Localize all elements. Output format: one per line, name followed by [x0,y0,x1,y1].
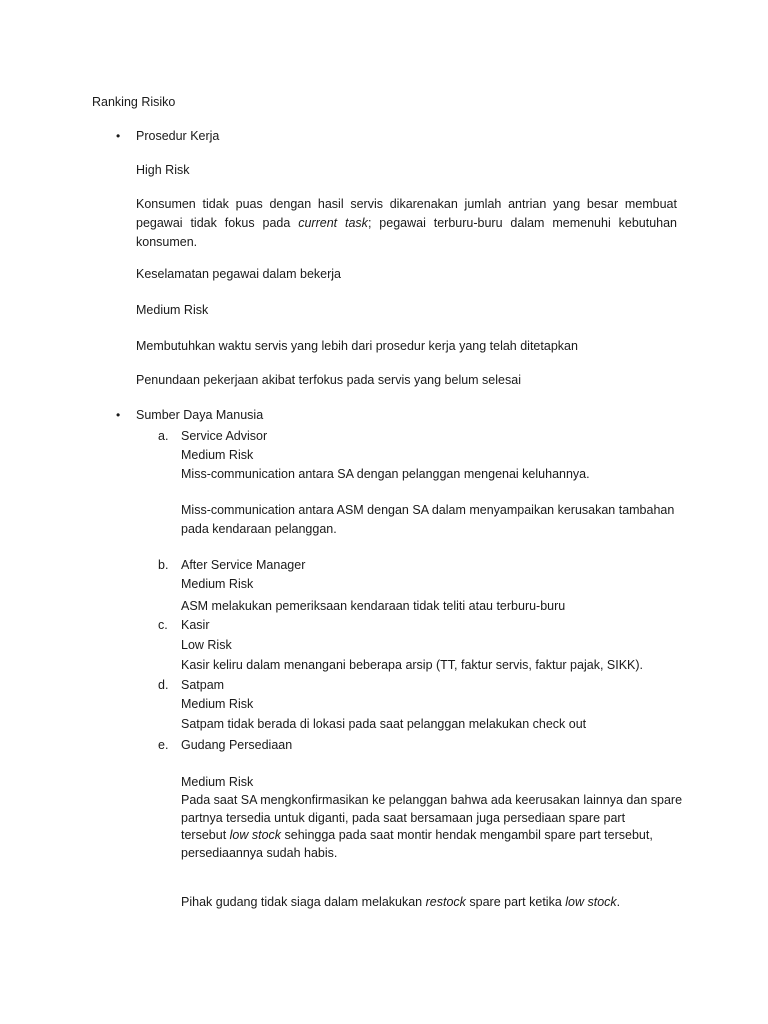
bullet-marker: • [116,408,121,422]
list-item-name: Service Advisor [181,429,268,443]
list-item-name: Kasir [181,618,210,632]
list-item-text: Kasir keliru dalam menangani beberapa arsip (TT, faktur servis, faktur pajak, SIKK). [181,658,644,672]
list-marker: a. [158,429,169,443]
list-item-text: Satpam tidak berada di lokasi pada saat pelanggan melakukan check out [181,717,587,731]
risk-label: Medium Risk [181,775,254,789]
list-marker: e. [158,738,169,752]
paragraph-text: tersebut [181,828,230,842]
paragraph-text: Konsumen tidak puas dengan hasil servis dikarenakan jumlah antrian yang besar membuat pegawai tidak fokus pada [136,197,677,230]
italic-term: current task [298,216,368,230]
paragraph-text: . [616,895,621,909]
risk-label: Medium Risk [181,448,254,462]
bullet-marker: • [116,129,121,143]
list-item-text: ASM melakukan pemeriksaan kendaraan tidak teliti atau terburu-buru [181,599,566,613]
list-marker: c. [158,618,168,632]
list-item-name: Gudang Persediaan [181,738,293,752]
paragraph-konsumen [136,195,677,252]
document-title: Ranking Risiko [92,95,176,109]
section-heading-sdm: Sumber Daya Manusia [136,408,264,422]
risk-label: Medium Risk [181,697,254,711]
paragraph-text: sehingga pada saat montir hendak mengambil spare part tersebut, [281,828,653,842]
paragraph-text: Pihak gudang tidak siaga dalam melakukan [181,895,426,909]
section-heading-prosedur-kerja: Prosedur Kerja [136,129,220,143]
list-marker: d. [158,678,169,692]
risk-label: Medium Risk [181,577,254,591]
paragraph-keselamatan: Keselamatan pegawai dalam bekerja [136,267,341,281]
list-item-text: Pada saat SA mengkonfirmasikan ke pelanggan bahwa ada keerusakan lainnya dan spare [181,793,683,807]
paragraph-text: spare part ketika [465,895,566,909]
paragraph-penundaan: Penundaan pekerjaan akibat terfokus pada servis yang belum selesai [136,373,521,387]
list-item-text: Miss-communication antara ASM dengan SA dalam menyampaikan kerusakan tambahan [181,503,675,517]
list-item-text [181,826,653,845]
list-item-text [181,893,620,912]
risk-label: Low Risk [181,638,232,652]
list-item-text: pada kendaraan pelanggan. [181,522,337,536]
paragraph-text: ; pegawai terburu-buru dalam memenuhi kebutuhan konsumen. [136,216,677,249]
risk-label-high: High Risk [136,163,190,177]
list-item-name: After Service Manager [181,558,306,572]
list-marker: b. [158,558,169,572]
italic-term: restock [425,895,466,909]
italic-term: low stock [565,895,617,909]
paragraph-waktu-servis: Membutuhkan waktu servis yang lebih dari prosedur kerja yang telah ditetapkan [136,339,578,353]
list-item-text: persediaannya sudah habis. [181,846,338,860]
italic-term: low stock [229,828,282,842]
risk-label-medium: Medium Risk [136,303,209,317]
list-item-text: partnya tersedia untuk diganti, pada saat bersamaan juga persediaan spare part [181,811,626,825]
list-item-text: Miss-communication antara SA dengan pelanggan mengenai keluhannya. [181,467,590,481]
list-item-name: Satpam [181,678,225,692]
